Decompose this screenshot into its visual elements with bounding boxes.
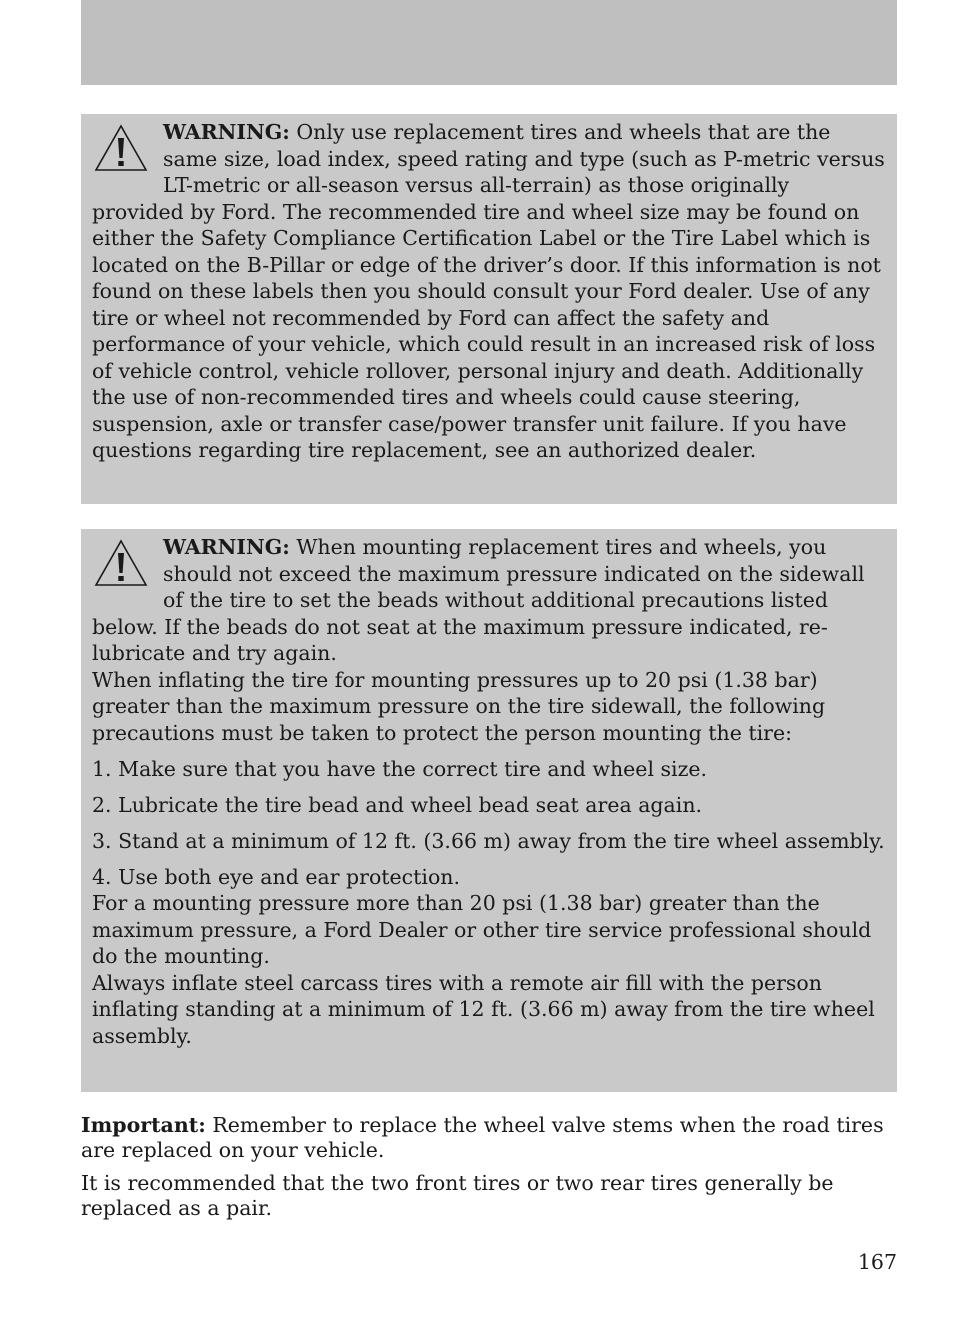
warning-text xyxy=(92,534,887,667)
warning-body: Only use replacement tires and wheels that are the same size, load index, speed rating and type (such as P-metric versus LT-metric or all-season versus all-terrain) as those originally provided by Ford. The recommended tire and wheel size may be found on either the Safety Compliance Certification Label or the Tire Label which is located on the B-Pillar or edge of the driver’s door. If this information is not found on these labels then you should consult your Ford dealer. Use of any tire or wheel not recommended by Ford can affect the safety and performance of your vehicle, which could result in an increased risk of loss of vehicle control, vehicle rollover, personal injury and death. Additionally the use of non-recommended tires and wheels could cause steering, suspension, axle or transfer case/power transfer unit failure. If you have questions regarding tire replacement, see an authorized dealer. xyxy=(92,120,885,462)
important-body: Remember to replace the wheel valve stems when the road tires are replaced on your vehicle. xyxy=(81,1113,884,1162)
step-item: 4. Use both eye and ear protection. xyxy=(92,864,461,889)
important-note xyxy=(81,1113,897,1163)
warning-triangle-icon xyxy=(93,123,149,173)
warning-body: When mounting replacement tires and wheels, you should not exceed the maximum pressure indicated on the sidewall of the tire to set the beads without additional precautions listed below. If the beads do not seat at the maximum pressure indicated, re-lubricate and try again. xyxy=(92,535,865,665)
warning-box-tire-replacement xyxy=(81,114,897,504)
important-label: Important: xyxy=(81,1113,206,1137)
warning-triangle-icon xyxy=(93,538,149,588)
warning-label: WARNING: xyxy=(163,535,290,559)
warning-paragraph: For a mounting pressure more than 20 psi (1.38 bar) greater than the maximum pressure, a Ford Dealer or other tire service professional should do the mounting. xyxy=(92,891,872,968)
recommendation-text: It is recommended that the two front tires or two rear tires generally be replaced as a pair. xyxy=(81,1171,834,1220)
warning-paragraph: When inflating the tire for mounting pressures up to 20 psi (1.38 bar) greater than the maximum pressure on the tire sidewall, the following precautions must be taken to protect the person mounting the tire: xyxy=(92,667,826,745)
warning-label: WARNING: xyxy=(163,120,290,144)
warning-paragraph: Always inflate steel carcass tires with a remote air fill with the person inflating standing at a minimum of 12 ft. (3.66 m) away from the tire wheel assembly. xyxy=(92,970,875,1048)
step-item: 3. Stand at a minimum of 12 ft. (3.66 m) away from the tire wheel assembly. xyxy=(92,828,885,853)
warning-box-mounting-pressure xyxy=(81,529,897,1092)
warning-text xyxy=(92,119,887,464)
step-item: 1. Make sure that you have the correct tire and wheel size. xyxy=(92,756,708,781)
header-bar xyxy=(81,0,897,85)
page-number: 167 xyxy=(857,1250,897,1274)
step-item: 2. Lubricate the tire bead and wheel bead seat area again. xyxy=(92,792,703,817)
